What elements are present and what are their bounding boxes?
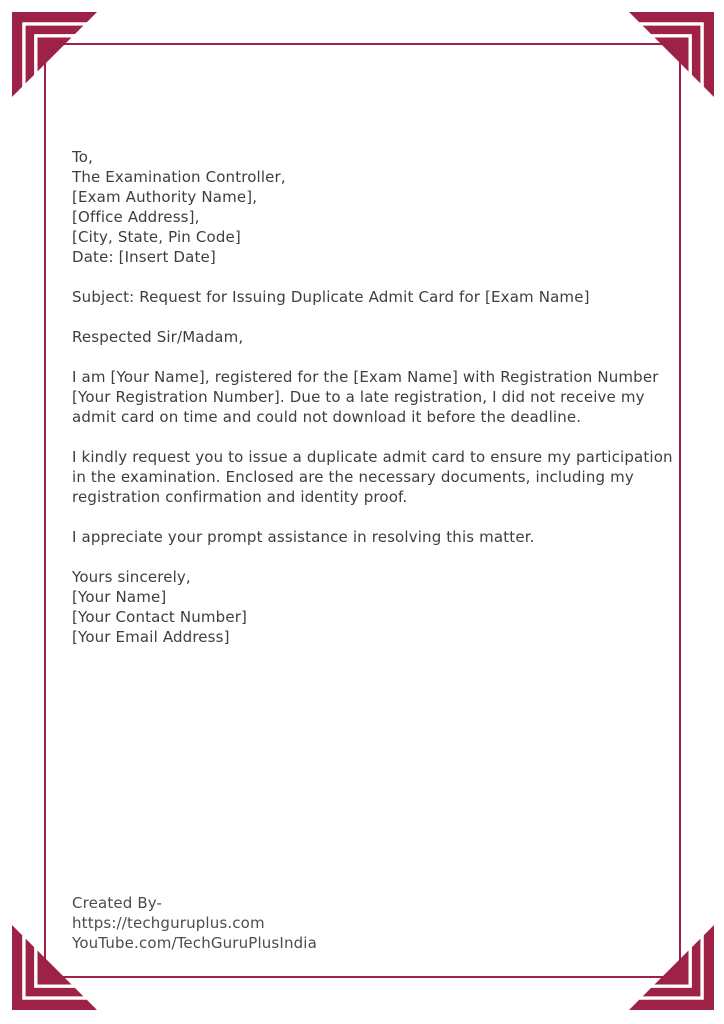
corner-ornament-bottom-right-icon xyxy=(629,925,714,1010)
salutation-block xyxy=(72,327,664,347)
recipient-line: [City, State, Pin Code] xyxy=(72,228,241,246)
body-line: I appreciate your prompt assistance in resolving this matter. xyxy=(72,528,535,546)
corner-ornament-top-right-icon xyxy=(629,12,714,97)
subject-block xyxy=(72,287,664,307)
closing-line: [Your Email Address] xyxy=(72,628,230,646)
body-line: in the examination. Enclosed are the necessary documents, including my xyxy=(72,468,634,486)
salutation-line: Respected Sir/Madam, xyxy=(72,328,244,346)
body-line: registration confirmation and identity proof. xyxy=(72,488,408,506)
footer-youtube: YouTube.com/TechGuruPlusIndia xyxy=(72,934,317,952)
recipient-block xyxy=(72,147,664,267)
body-line: I kindly request you to issue a duplicate admit card to ensure my participation xyxy=(72,448,673,466)
footer-credit: Created By- xyxy=(72,894,163,912)
footer-credit-block xyxy=(72,893,317,953)
body-paragraph xyxy=(72,447,673,507)
signature-block xyxy=(72,567,664,647)
body-paragraph xyxy=(72,367,664,427)
recipient-line: The Examination Controller, xyxy=(72,168,286,186)
closing-line: Yours sincerely, xyxy=(72,568,191,586)
recipient-line: [Exam Authority Name], xyxy=(72,188,258,206)
body-line: [Your Registration Number]. Due to a late registration, I did not receive my xyxy=(72,388,645,406)
recipient-line: [Office Address], xyxy=(72,208,200,226)
closing-line: [Your Name] xyxy=(72,588,167,606)
body-line: admit card on time and could not download it before the deadline. xyxy=(72,408,582,426)
recipient-line: To, xyxy=(72,148,94,166)
footer-website: https://techguruplus.com xyxy=(72,914,265,932)
letter-body xyxy=(72,147,673,667)
closing-line: [Your Contact Number] xyxy=(72,608,248,626)
subject-line: Subject: Request for Issuing Duplicate Admit Card for [Exam Name] xyxy=(72,288,590,306)
date-line: Date: [Insert Date] xyxy=(72,248,216,266)
body-line: I am [Your Name], registered for the [Exam Name] with Registration Number xyxy=(72,368,659,386)
body-paragraph xyxy=(72,527,664,547)
corner-ornament-top-left-icon xyxy=(12,12,97,97)
